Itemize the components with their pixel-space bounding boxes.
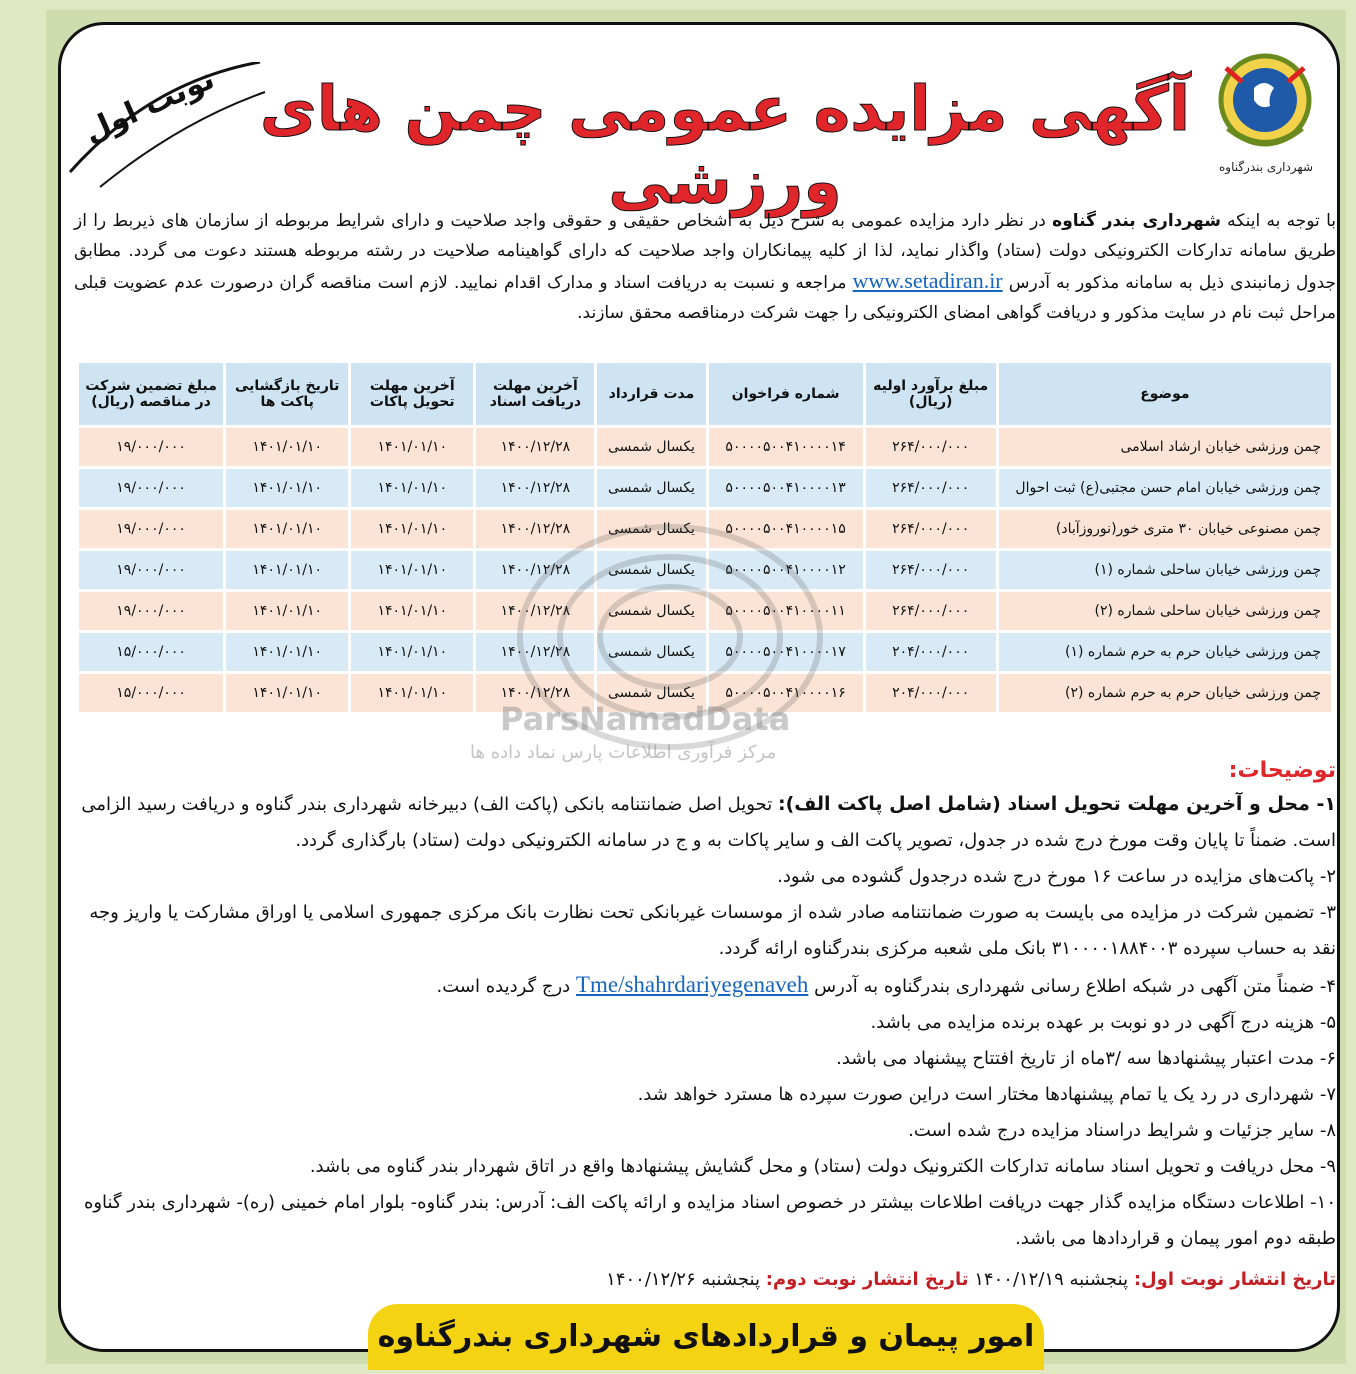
cell-guarantee: ۱۵/۰۰۰/۰۰۰ — [79, 674, 223, 712]
first-publication-label: تاریخ انتشار نوبت اول: — [1133, 1269, 1336, 1290]
cell-call-number: ۵۰۰۰۰۵۰۰۴۱۰۰۰۰۱۷ — [709, 633, 863, 671]
note-4-pre: ۴- ضمناً متن آگهی در شبکه اطلاع رسانی شهرداری بندرگناوه به آدرس — [808, 976, 1336, 997]
col-call-number: شماره فراخوان — [709, 363, 863, 425]
col-subject: موضوع — [999, 363, 1331, 425]
cell-subject: چمن ورزشی خیابان حرم به حرم شماره (۲) — [999, 674, 1331, 712]
second-publication-date: پنجشنبه ۱۴۰۰/۱۲/۲۶ — [606, 1269, 766, 1290]
first-publication-date: پنجشنبه ۱۴۰۰/۱۲/۱۹ — [968, 1269, 1134, 1290]
cell-contract-term: یکسال شمسی — [597, 633, 705, 671]
cell-subject: چمن ورزشی خیابان ساحلی شماره (۱) — [999, 551, 1331, 589]
cell-subject: چمن ورزشی خیابان ساحلی شماره (۲) — [999, 592, 1331, 630]
cell-delivery-deadline: ۱۴۰۱/۰۱/۱۰ — [351, 428, 473, 466]
intro-text-3: مراجعه و نسبت به دریافت اسناد و مدارک اقدام نمایید. لازم است مناقصه گران درصورت عدم عضویت قبلی مراحل ثبت نام در سایت مذکور و دریافت گواهی امضای الکترونیکی را جهت شرکت درمناقصه محقق سازند. — [74, 273, 1336, 323]
cell-contract-term: یکسال شمسی — [597, 592, 705, 630]
cell-call-number: ۵۰۰۰۰۵۰۰۴۱۰۰۰۰۱۱ — [709, 592, 863, 630]
note-item-9: ۹- محل دریافت و تحویل اسناد سامانه تدارکات الکترونیک دولت (ستاد) و محل گشایش پیشنهادها واقع در اتاق شهردار بندر گناوه می باشد. — [309, 1156, 1336, 1177]
cell-opening-date: ۱۴۰۱/۰۱/۱۰ — [226, 551, 348, 589]
cell-opening-date: ۱۴۰۱/۰۱/۱۰ — [226, 469, 348, 507]
col-opening-date: تاریخ بازگشایی پاکت ها — [226, 363, 348, 425]
table-header-row — [79, 363, 1331, 425]
cell-opening-date: ۱۴۰۱/۰۱/۱۰ — [226, 428, 348, 466]
logo-caption: شهرداری بندرگناوه — [1218, 160, 1313, 174]
cell-call-number: ۵۰۰۰۰۵۰۰۴۱۰۰۰۰۱۲ — [709, 551, 863, 589]
cell-delivery-deadline: ۱۴۰۱/۰۱/۱۰ — [351, 510, 473, 548]
col-base-price: مبلغ برآورد اولیه (ریال) — [866, 363, 996, 425]
note-1-text: تحویل اصل ضمانتنامه بانکی (پاکت الف) دبیرخانه شهرداری بندر گناوه و دریافت رسید الزامی است. ضمناً تا پایان وقت مورخ درج شده در جدول، تصویر پاکت الف و سایر پاکات به و ج در سامانه الکترونیکی دولت (ستاد) بارگذاری گردد. — [81, 794, 1336, 851]
cell-delivery-deadline: ۱۴۰۱/۰۱/۱۰ — [351, 592, 473, 630]
cell-subject: چمن ورزشی خیابان ارشاد اسلامی — [999, 428, 1331, 466]
publication-dates — [74, 1266, 1336, 1294]
page-title: آگهی مزایده عمومی چمن های ورزشی — [259, 72, 1191, 218]
cell-opening-date: ۱۴۰۱/۰۱/۱۰ — [226, 674, 348, 712]
footer-banner: امور پیمان و قراردادهای شهرداری بندرگناوه — [368, 1304, 1044, 1370]
intro-paragraph — [74, 206, 1336, 328]
cell-contract-term: یکسال شمسی — [597, 674, 705, 712]
cell-opening-date: ۱۴۰۱/۰۱/۱۰ — [226, 510, 348, 548]
table-row — [79, 428, 1331, 466]
cell-subject: چمن ورزشی خیابان امام حسن مجتبی(ع) ثبت احوال — [999, 469, 1331, 507]
table-row — [79, 510, 1331, 548]
cell-guarantee: ۱۹/۰۰۰/۰۰۰ — [79, 510, 223, 548]
note-item-6: ۶- مدت اعتبار پیشنهادها سه /۳ماه از تاریخ افتتاح پیشنهاد می باشد. — [836, 1048, 1336, 1069]
cell-guarantee: ۱۹/۰۰۰/۰۰۰ — [79, 551, 223, 589]
cell-opening-date: ۱۴۰۱/۰۱/۱۰ — [226, 592, 348, 630]
cell-subject: چمن ورزشی خیابان حرم به حرم شماره (۱) — [999, 633, 1331, 671]
table-row — [79, 469, 1331, 507]
cell-subject: چمن مصنوعی خیابان ۳۰ متری خور(نوروزآباد) — [999, 510, 1331, 548]
cell-opening-date: ۱۴۰۱/۰۱/۱۰ — [226, 633, 348, 671]
cell-doc-deadline: ۱۴۰۰/۱۲/۲۸ — [476, 428, 594, 466]
cell-guarantee: ۱۹/۰۰۰/۰۰۰ — [79, 469, 223, 507]
cell-doc-deadline: ۱۴۰۰/۱۲/۲۸ — [476, 674, 594, 712]
cell-base-price: ۲۶۴/۰۰۰/۰۰۰ — [866, 428, 996, 466]
note-item-7: ۷- شهرداری در رد یک یا تمام پیشنهادها مختار است دراین صورت سپرده ها مسترد خواهد شد. — [637, 1084, 1336, 1105]
col-guarantee: مبلغ تضمین شرکت در مناقصه (ریال) — [79, 363, 223, 425]
cell-delivery-deadline: ۱۴۰۱/۰۱/۱۰ — [351, 674, 473, 712]
note-item-10: ۱۰- اطلاعات دستگاه مزایده گذار جهت دریافت اطلاعات بیشتر در خصوص اسناد مزایده و ارائه پاکت الف: آدرس: بندر گناوه- بلوار امام خمینی (ره)- شهرداری بندر گناوه طبقه دوم امور پیمان و قراردادها می باشد. — [83, 1192, 1336, 1249]
cell-base-price: ۲۶۴/۰۰۰/۰۰۰ — [866, 592, 996, 630]
note-item-5: ۵- هزینه درج آگهی در دو نوبت بر عهده برنده مزایده می باشد. — [870, 1012, 1336, 1033]
cell-doc-deadline: ۱۴۰۰/۱۲/۲۸ — [476, 469, 594, 507]
cell-delivery-deadline: ۱۴۰۱/۰۱/۱۰ — [351, 633, 473, 671]
note-item-2: ۲- پاکت‌های مزایده در ساعت ۱۶ مورخ درج شده درجدول گشوده می شود. — [777, 866, 1336, 887]
cell-call-number: ۵۰۰۰۰۵۰۰۴۱۰۰۰۰۱۳ — [709, 469, 863, 507]
cell-guarantee: ۱۹/۰۰۰/۰۰۰ — [79, 592, 223, 630]
cell-delivery-deadline: ۱۴۰۱/۰۱/۱۰ — [351, 551, 473, 589]
cell-doc-deadline: ۱۴۰۰/۱۲/۲۸ — [476, 510, 594, 548]
cell-guarantee: ۱۵/۰۰۰/۰۰۰ — [79, 633, 223, 671]
intro-text-1: با توجه به اینکه — [1220, 211, 1336, 231]
col-delivery-deadline: آخرین مهلت تحویل پاکات — [351, 363, 473, 425]
note-item-3: ۳- تضمین شرکت در مزایده می بایست به صورت ضمانتنامه صادر شده از موسسات غیربانکی تحت نظارت بانک مرکزی جمهوری اسلامی یا اوراق مشارکت یا واریز وجه نقد به حساب سپرده ۳۱۰۰۰۰۱۸۸۴۰۰۳ بانک ملی شعبه مرکزی بندرگناوه ارائه گردد. — [89, 902, 1336, 959]
cell-guarantee: ۱۹/۰۰۰/۰۰۰ — [79, 428, 223, 466]
note-1-title: ۱- محل و آخرین مهلت تحویل اسناد (شامل اصل پاکت الف): — [777, 793, 1336, 815]
cell-call-number: ۵۰۰۰۰۵۰۰۴۱۰۰۰۰۱۴ — [709, 428, 863, 466]
note-item-8: ۸- سایر جزئیات و شرایط دراسناد مزایده درج شده است. — [908, 1120, 1336, 1141]
note-item-4 — [74, 967, 1336, 1005]
notes-section — [74, 756, 1336, 1257]
cell-doc-deadline: ۱۴۰۰/۱۲/۲۸ — [476, 592, 594, 630]
cell-contract-term: یکسال شمسی — [597, 428, 705, 466]
auction-table — [76, 360, 1334, 715]
watermark-text: ParsNamadData — [500, 700, 791, 738]
table-row — [79, 551, 1331, 589]
note-4-post: درج گردیده است. — [436, 976, 576, 997]
intro-text-2: در نظر دارد مزایده عمومی به شرح ذیل به اشخاص حقیقی و حقوقی واجد صلاحیت و دارای شرایط مربوطه از سازمان های ذیربط را از طریق سامانه تدارکات الکترونیکی دولت (ستاد) واگذار نماید، لذا از کلیه پیمانکاران واجد صلاحیت که دارای گواهینامه صلاحیت در رشته مربوطه هستند دعوت می گردد. مطابق جدول زمانبندی ذیل به سامانه مذکور به آدرس — [74, 211, 1336, 293]
cell-base-price: ۲۰۴/۰۰۰/۰۰۰ — [866, 633, 996, 671]
cell-contract-term: یکسال شمسی — [597, 551, 705, 589]
col-doc-deadline: آخرین مهلت دریافت اسناد — [476, 363, 594, 425]
cell-base-price: ۲۶۴/۰۰۰/۰۰۰ — [866, 469, 996, 507]
municipality-logo-icon — [1206, 48, 1324, 178]
table-row — [79, 592, 1331, 630]
note-item-1 — [74, 786, 1336, 859]
intro-org-name: شهرداری بندر گناوه — [1052, 211, 1221, 231]
cell-call-number: ۵۰۰۰۰۵۰۰۴۱۰۰۰۰۱۶ — [709, 674, 863, 712]
telegram-link[interactable]: Tme/shahrdariyegenaveh — [575, 972, 809, 997]
second-publication-label: تاریخ انتشار نوبت دوم: — [765, 1269, 969, 1290]
cell-doc-deadline: ۱۴۰۰/۱۲/۲۸ — [476, 551, 594, 589]
cell-base-price: ۲۰۴/۰۰۰/۰۰۰ — [866, 674, 996, 712]
round-label: نوبت اول — [78, 61, 220, 150]
table-row — [79, 633, 1331, 671]
notes-heading: توضیحات: — [1228, 758, 1336, 783]
cell-delivery-deadline: ۱۴۰۱/۰۱/۱۰ — [351, 469, 473, 507]
cell-contract-term: یکسال شمسی — [597, 469, 705, 507]
watermark-subtext: مرکز فرآوری اطلاعات پارس نماد داده ها — [470, 742, 777, 763]
col-contract-term: مدت قرارداد — [597, 363, 705, 425]
cell-contract-term: یکسال شمسی — [597, 510, 705, 548]
cell-doc-deadline: ۱۴۰۰/۱۲/۲۸ — [476, 633, 594, 671]
cell-base-price: ۲۶۴/۰۰۰/۰۰۰ — [866, 551, 996, 589]
cell-call-number: ۵۰۰۰۰۵۰۰۴۱۰۰۰۰۱۵ — [709, 510, 863, 548]
cell-base-price: ۲۶۴/۰۰۰/۰۰۰ — [866, 510, 996, 548]
setadiran-link[interactable]: www.setadiran.ir — [852, 268, 1003, 293]
